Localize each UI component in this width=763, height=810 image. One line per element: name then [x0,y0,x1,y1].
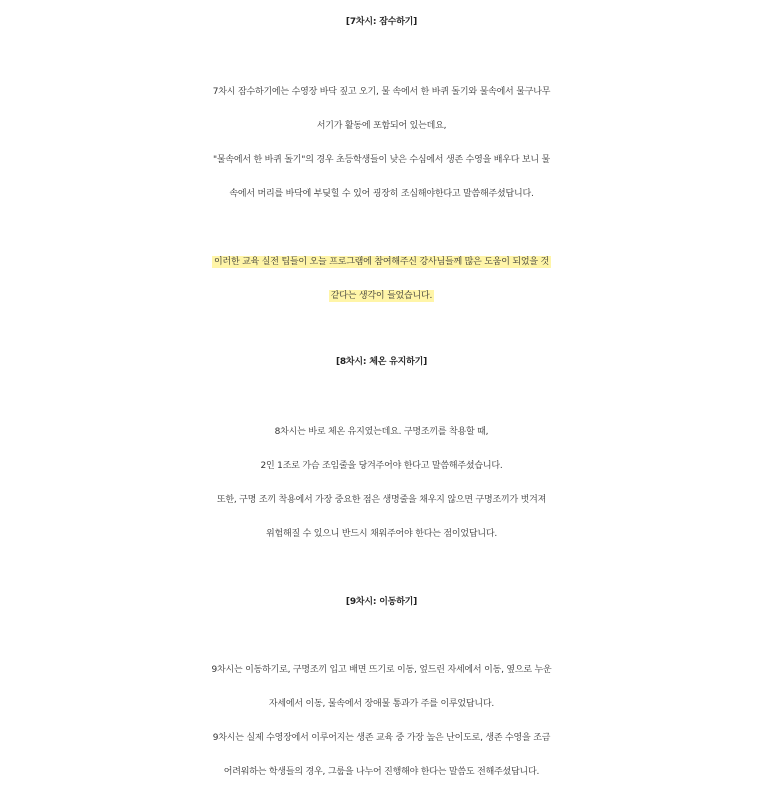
section-heading-8: [8차시: 체온 유지하기] [335,357,428,367]
paragraph-line: 2인 1조로 가슴 조임줄을 당겨주어야 한다고 말씀해주셨습니다. [260,461,503,471]
paragraph-line: 자세에서 이동, 물속에서 장애물 통과가 주를 이루었답니다. [268,699,495,709]
paragraph-line: 또한, 구명 조끼 착용에서 가장 중요한 점은 생명줄을 채우지 않으면 구명조끼가 벗겨져 [216,495,547,505]
paragraph-line: 7차시 잠수하기에는 수영장 바닥 짚고 오기, 물 속에서 한 바퀴 돌기와 물속에서 물구나무 [212,87,551,97]
paragraph-line: 어려워하는 학생들의 경우, 그룹을 나누어 진행해야 한다는 말씀도 전해주셨답니다. [223,767,540,777]
paragraph-line: 9차시는 이동하기로, 구명조끼 입고 배면 뜨기로 이동, 엎드린 자세에서 이동, 옆으로 누운 [211,665,552,675]
paragraph-line: 위험해질 수 있으니 반드시 채워주어야 한다는 점이었답니다. [266,529,497,539]
paragraph-line: 서기가 활동에 포함되어 있는데요, [316,121,447,131]
highlighted-line [0,284,763,308]
section-heading-9: [9차시: 이동하기] [345,597,418,607]
paragraph-line: 9차시는 실제 수영장에서 이루어지는 생존 교육 중 가장 높은 난이도로, 생존 수영을 조금 [212,733,551,743]
paragraph-line: 8차시는 바로 체온 유지였는데요. 구명조끼를 착용할 때, [274,427,489,437]
highlighted-text: 같다는 생각이 들었습니다. [330,291,433,301]
paragraph-line: "물속에서 한 바퀴 돌기"의 경우 초등학생들이 낮은 수심에서 생존 수영을 배우다 보니 물 [212,155,551,165]
paragraph-line: 속에서 머리를 바닥에 부딪힐 수 있어 굉장히 조심해야한다고 말씀해주셨답니다. [229,189,534,199]
highlighted-line [0,250,763,274]
section-heading-7: [7차시: 잠수하기] [345,17,418,27]
highlighted-text: 이러한 교육 실전 팁들이 오늘 프로그램에 참여해주신 강사님들께 많은 도움이 되었을 것 [213,257,550,267]
